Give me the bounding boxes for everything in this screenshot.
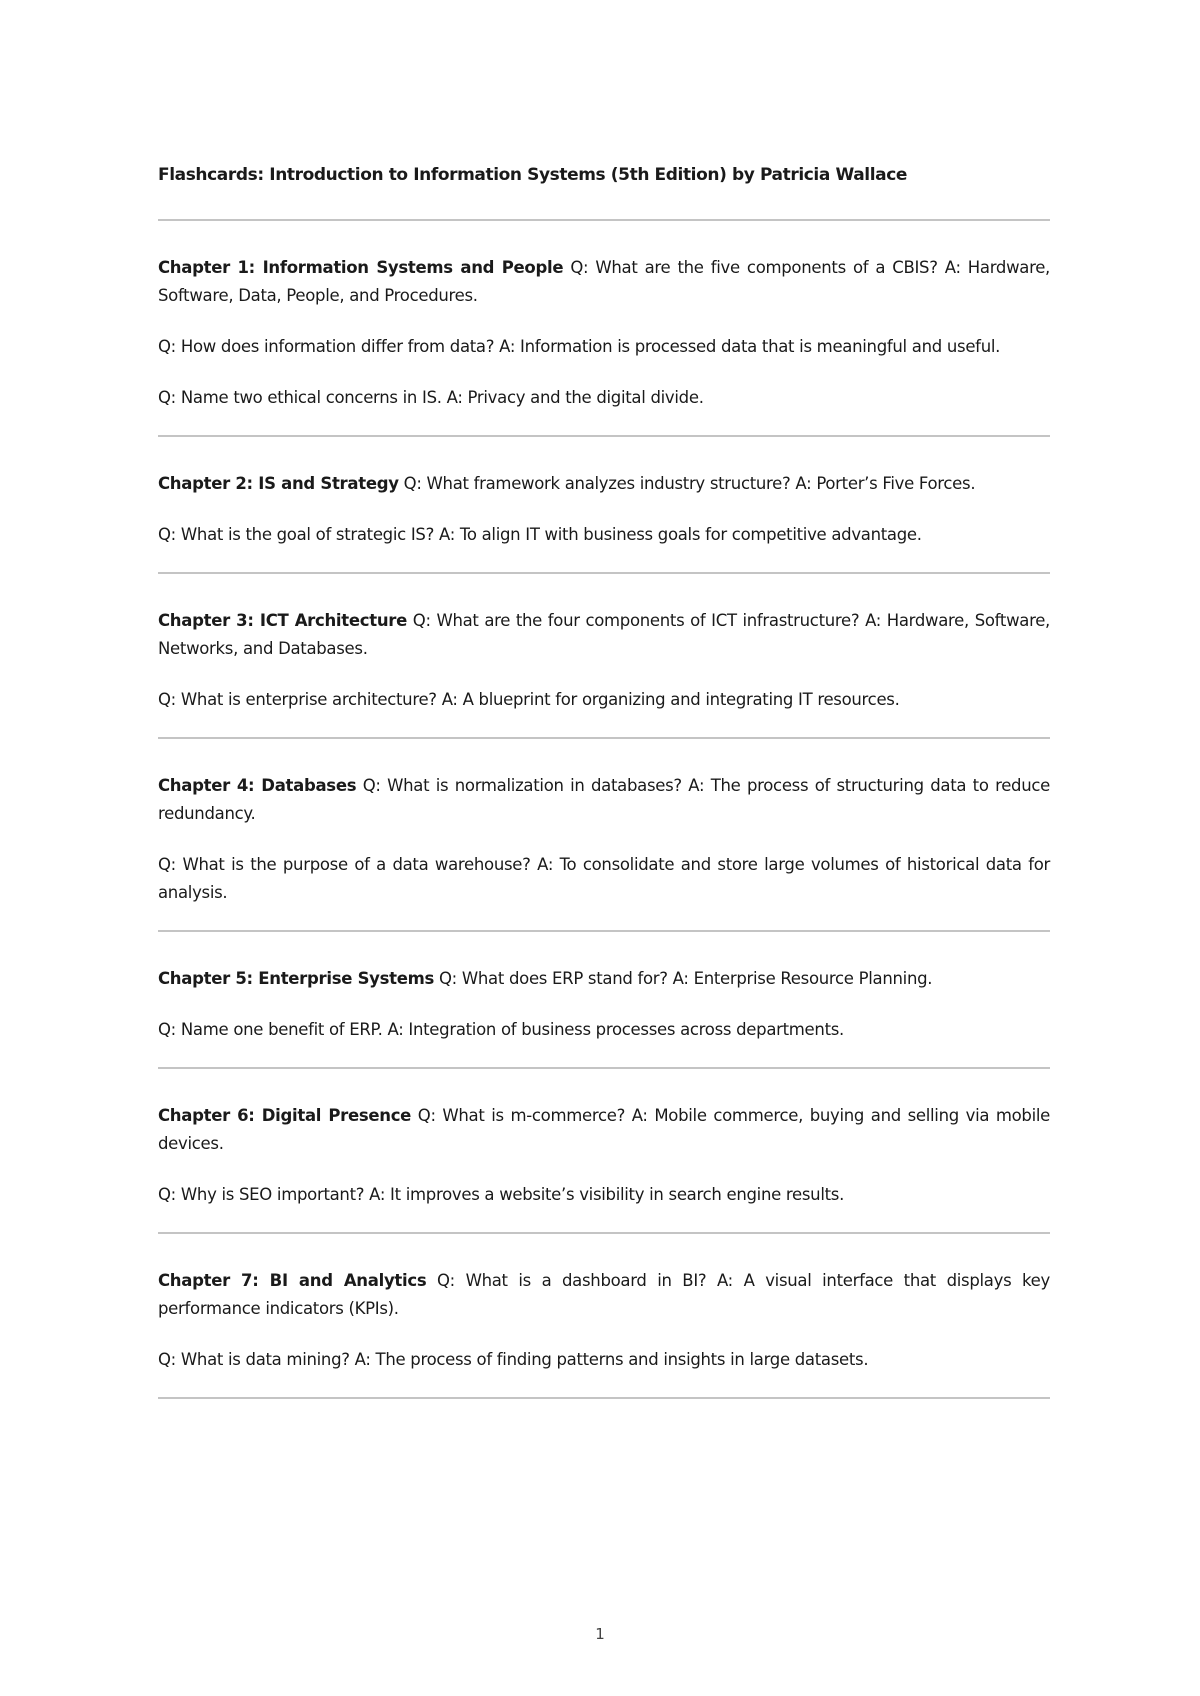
flashcard-text: Q: What does ERP stand for? A: Enterprise Resource Planning. (438, 969, 933, 988)
flashcard-text: Q: What framework analyzes industry structure? A: Porter’s Five Forces. (403, 474, 976, 493)
chapter-section (158, 437, 1050, 574)
flashcard-item (158, 470, 1050, 498)
flashcard-text: Q: What are the five components of a CBIS? A: Hardware, Software, Data, People, and Procedures. (158, 258, 1051, 305)
flashcard-item (158, 254, 1050, 310)
chapter-heading: Chapter 5: Enterprise Systems (158, 969, 435, 988)
flashcard-text: Q: Name one benefit of ERP. A: Integration of business processes across departments. (158, 1020, 844, 1039)
flashcard-text: Q: How does information differ from data? A: Information is processed data that is meaningful and useful. (158, 337, 1001, 356)
flashcard-item (158, 1181, 1050, 1209)
flashcard-text: Q: What is a dashboard in BI? A: A visual interface that displays key performance indicators (KPIs). (158, 1271, 1050, 1318)
chapter-heading: Chapter 3: ICT Architecture (158, 611, 408, 630)
flashcard-item (158, 851, 1050, 907)
chapter-heading: Chapter 6: Digital Presence (158, 1106, 412, 1125)
flashcard-item (158, 686, 1050, 714)
flashcard-text: Q: What is the goal of strategic IS? A: To align IT with business goals for competitive advantage. (158, 525, 922, 544)
flashcard-text: Q: Name two ethical concerns in IS. A: Privacy and the digital divide. (158, 388, 704, 407)
flashcard-text: Q: What are the four components of ICT infrastructure? A: Hardware, Software, Networks, and Databases. (158, 611, 1050, 658)
flashcard-text: Q: What is normalization in databases? A: The process of structuring data to reduce redundancy. (158, 776, 1051, 823)
chapter-section (158, 221, 1050, 437)
chapter-section (158, 1069, 1050, 1234)
flashcard-item (158, 1267, 1050, 1323)
flashcard-text: Q: What is data mining? A: The process of finding patterns and insights in large datasets. (158, 1350, 869, 1369)
chapter-list (158, 221, 1050, 1399)
flashcard-item (158, 1016, 1050, 1044)
flashcard-item (158, 1346, 1050, 1374)
chapter-section (158, 739, 1050, 932)
flashcard-item (158, 521, 1050, 549)
chapter-heading: Chapter 2: IS and Strategy (158, 474, 399, 493)
flashcard-text: Q: What is enterprise architecture? A: A blueprint for organizing and integrating IT resources. (158, 690, 900, 709)
flashcard-text: Q: What is m-commerce? A: Mobile commerce, buying and selling via mobile devices. (158, 1106, 1050, 1153)
flashcard-item (158, 384, 1050, 412)
document-title: Flashcards: Introduction to Information Systems (5th Edition) by Patricia Wallace (158, 165, 907, 185)
flashcard-item (158, 772, 1050, 828)
flashcard-item (158, 607, 1050, 663)
page-number: 1 (595, 1625, 605, 1643)
flashcard-item (158, 1102, 1050, 1158)
chapter-section (158, 932, 1050, 1069)
chapter-heading: Chapter 4: Databases (158, 776, 357, 795)
chapter-divider (158, 1397, 1050, 1399)
chapter-heading: Chapter 1: Information Systems and People (158, 258, 564, 277)
chapter-section (158, 574, 1050, 739)
chapter-section (158, 1234, 1050, 1399)
flashcard-text: Q: What is the purpose of a data warehouse? A: To consolidate and store large volumes of historical data for analysis. (158, 855, 1050, 902)
flashcard-item (158, 333, 1050, 361)
flashcard-text: Q: Why is SEO important? A: It improves a website’s visibility in search engine results. (158, 1185, 845, 1204)
flashcard-item (158, 965, 1050, 993)
chapter-heading: Chapter 7: BI and Analytics (158, 1271, 427, 1290)
